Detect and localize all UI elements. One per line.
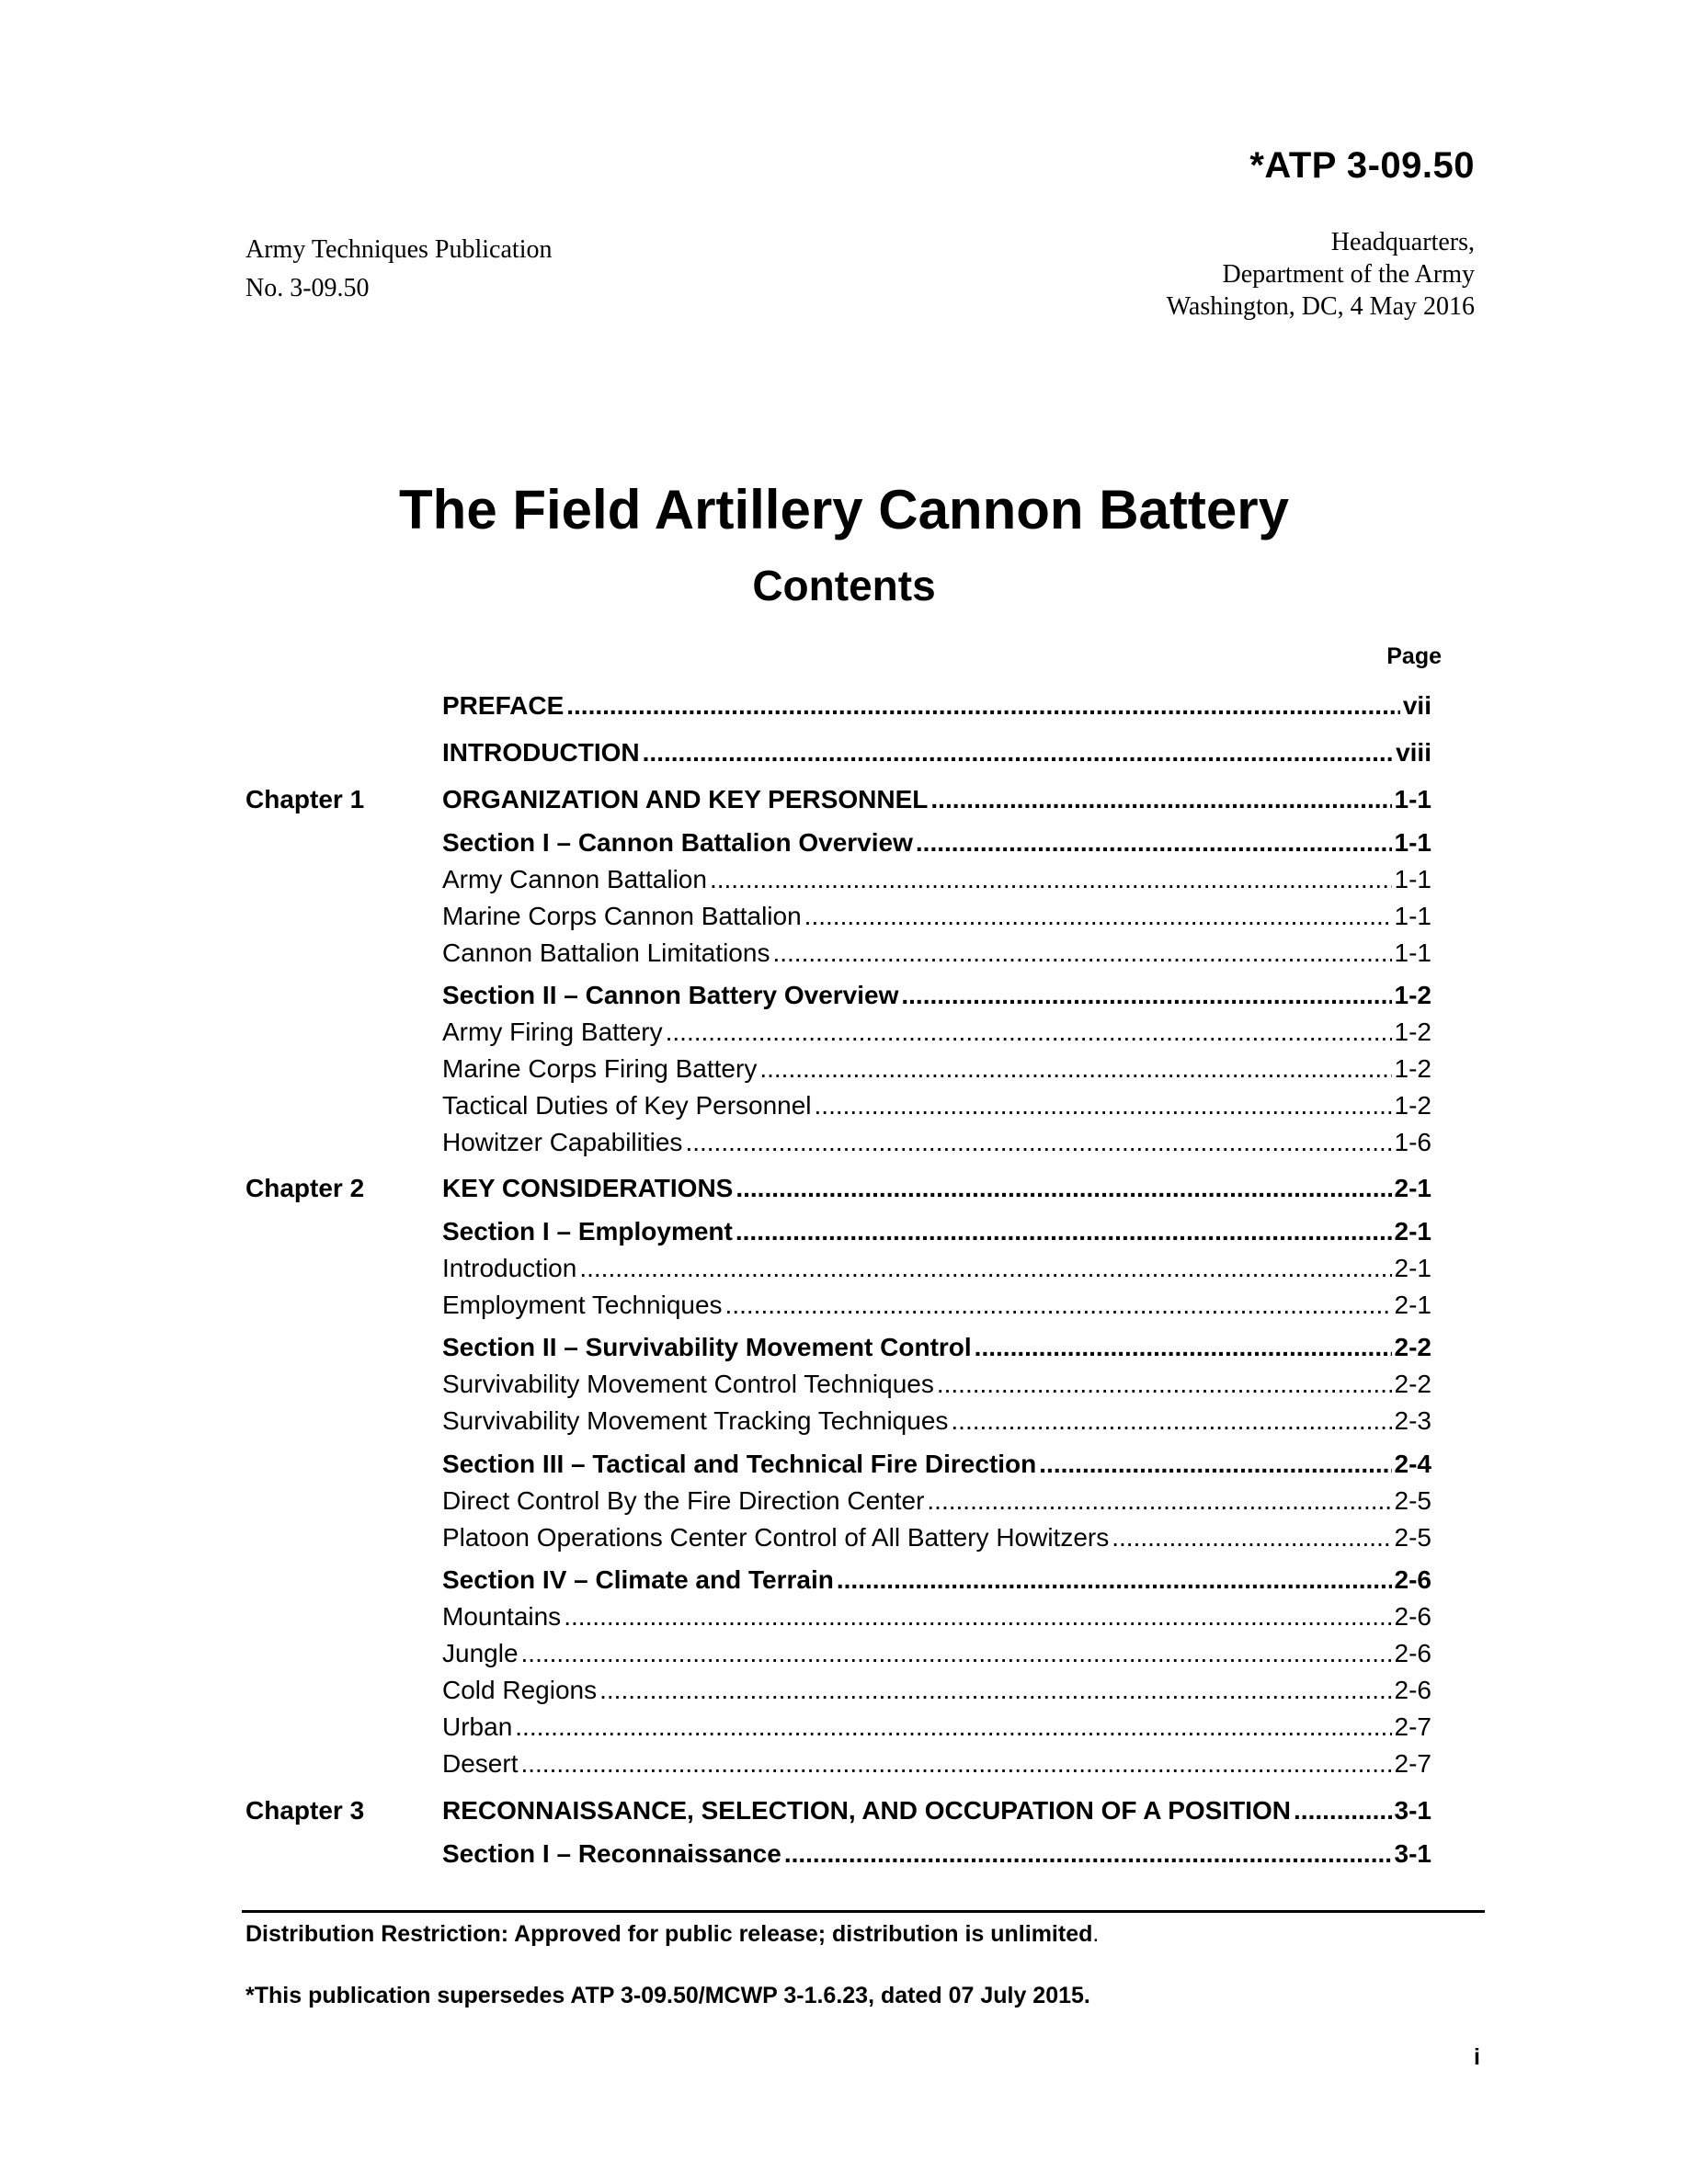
toc-dot-leader — [772, 936, 1391, 971]
toc-entry-title: Army Cannon Battalion — [442, 865, 707, 893]
toc-row[interactable] — [245, 1052, 1431, 1086]
toc-dot-leader — [520, 1746, 1391, 1781]
toc-dot-leader — [725, 1288, 1392, 1323]
toc-dot-leader — [927, 1484, 1391, 1519]
toc-page-number: 1-1 — [1394, 865, 1431, 893]
toc-row[interactable] — [245, 1367, 1431, 1402]
toc-row[interactable] — [245, 1171, 1431, 1206]
toc-page-number: 1-2 — [1394, 1054, 1431, 1083]
toc-entry — [442, 1484, 1431, 1519]
contents-heading: Contents — [752, 562, 936, 609]
toc-entry — [442, 978, 1431, 1013]
doc-code: *ATP 3-09.50 — [1249, 145, 1475, 186]
toc-entry-title: Direct Control By the Fire Direction Center — [442, 1486, 925, 1515]
page-number: i — [1474, 2044, 1480, 2070]
toc-entry — [442, 782, 1431, 817]
toc-entry-title: Survivability Movement Control Techniques — [442, 1370, 934, 1398]
toc-entry-title: RECONNAISSANCE, SELECTION, AND OCCUPATION OF A POSITION — [442, 1796, 1292, 1825]
toc-row[interactable] — [245, 978, 1431, 1013]
toc-page-number: 1-2 — [1394, 1091, 1431, 1120]
distribution-restriction — [245, 1921, 1099, 1948]
toc-entry — [442, 1367, 1431, 1402]
toc-entry-title: Desert — [442, 1749, 519, 1778]
toc-entry — [442, 1746, 1431, 1781]
toc-page-number: 2-5 — [1394, 1486, 1431, 1515]
toc-row[interactable] — [245, 1837, 1431, 1871]
toc-row[interactable] — [245, 1251, 1431, 1286]
toc-entry — [442, 1520, 1431, 1555]
toc-row[interactable] — [245, 1404, 1431, 1439]
toc-entry-title: Section III – Tactical and Technical Fire Direction — [442, 1450, 1037, 1478]
toc-entry — [442, 1636, 1431, 1671]
toc-row[interactable] — [245, 1793, 1431, 1828]
toc-row[interactable] — [245, 782, 1431, 817]
toc-page-number: 3-1 — [1394, 1839, 1431, 1868]
toc-page-number: viii — [1396, 738, 1431, 767]
toc-entry-title: INTRODUCTION — [442, 738, 640, 767]
toc-dot-leader — [930, 782, 1391, 817]
toc-row[interactable] — [245, 862, 1431, 897]
toc-entry-title: ORGANIZATION AND KEY PERSONNEL — [442, 785, 929, 813]
toc-entry — [442, 1330, 1431, 1365]
toc-entry-title: Howitzer Capabilities — [442, 1128, 683, 1156]
toc-page-number: 2-5 — [1394, 1523, 1431, 1552]
toc-row[interactable] — [245, 1088, 1431, 1123]
toc-dot-leader — [566, 688, 1400, 723]
toc-row[interactable] — [245, 1746, 1431, 1781]
toc-entry-title: Section I – Reconnaissance — [442, 1839, 781, 1868]
footer-divider — [242, 1910, 1485, 1913]
toc-dot-leader — [1294, 1793, 1392, 1828]
toc-entry-title: Army Firing Battery — [442, 1018, 663, 1046]
page-column-label: Page — [1386, 643, 1442, 669]
toc-dot-leader — [937, 1367, 1392, 1402]
toc-page-number: 2-2 — [1394, 1370, 1431, 1398]
toc-entry-title: Urban — [442, 1712, 513, 1741]
toc-row[interactable] — [245, 1015, 1431, 1050]
toc-row[interactable] — [245, 1710, 1431, 1745]
toc-entry — [442, 1710, 1431, 1745]
toc-page-number: 2-1 — [1394, 1174, 1431, 1202]
toc-dot-leader — [815, 1088, 1392, 1123]
toc-page-number: vii — [1402, 691, 1431, 720]
toc-entry — [442, 1015, 1431, 1050]
toc-entry — [442, 735, 1431, 770]
toc-dot-leader — [666, 1015, 1392, 1050]
toc-entry-title: Survivability Movement Tracking Techniques — [442, 1406, 949, 1435]
toc-page-number: 3-1 — [1394, 1796, 1431, 1825]
toc-entry-title: Tactical Duties of Key Personnel — [442, 1091, 812, 1120]
toc-page-number: 2-6 — [1394, 1676, 1431, 1704]
toc-row[interactable] — [245, 1330, 1431, 1365]
toc-dot-leader — [759, 1052, 1391, 1086]
toc-entry-title: Section I – Cannon Battalion Overview — [442, 828, 913, 857]
toc-entry — [442, 1599, 1431, 1634]
toc-page-number: 2-3 — [1394, 1406, 1431, 1435]
toc-dot-leader — [975, 1330, 1392, 1365]
toc-dot-leader — [599, 1673, 1391, 1708]
toc-dot-leader — [564, 1599, 1391, 1634]
authority-line-2: Department of the Army — [1222, 260, 1475, 289]
toc-row[interactable] — [245, 1214, 1431, 1249]
toc-page-number: 2-7 — [1394, 1749, 1431, 1778]
toc-entry — [442, 1052, 1431, 1086]
toc-dot-leader — [643, 735, 1393, 770]
toc-row[interactable] — [245, 1636, 1431, 1671]
toc-page-number: 2-6 — [1394, 1565, 1431, 1594]
toc-row[interactable] — [245, 1125, 1431, 1160]
toc-dot-leader — [515, 1710, 1391, 1745]
toc-chapter-label: Chapter 2 — [245, 1174, 365, 1202]
toc-dot-leader — [784, 1837, 1392, 1871]
toc-entry — [442, 1125, 1431, 1160]
toc-entry-title: Employment Techniques — [442, 1291, 723, 1319]
toc-entry-title: Marine Corps Firing Battery — [442, 1054, 758, 1083]
toc-page-number: 2-4 — [1394, 1450, 1431, 1478]
toc-entry — [442, 825, 1431, 860]
toc-page-number: 2-1 — [1394, 1254, 1431, 1282]
toc-row[interactable] — [245, 1520, 1431, 1555]
toc-row[interactable] — [245, 1288, 1431, 1323]
toc-dot-leader — [736, 1214, 1392, 1249]
toc-entry-title: PREFACE — [442, 691, 565, 720]
toc-dot-leader — [901, 978, 1391, 1013]
toc-page-number: 1-1 — [1394, 785, 1431, 813]
toc-page-number: 2-1 — [1394, 1217, 1431, 1246]
toc-dot-leader — [521, 1636, 1392, 1671]
supersedes-notice: *This publication supersedes ATP 3-09.50/MCWP 3-1.6.23, dated 07 July 2015. — [245, 1983, 1090, 2008]
toc-entry — [442, 1404, 1431, 1439]
toc-entry — [442, 862, 1431, 897]
toc-entry — [442, 1447, 1431, 1482]
toc-dot-leader — [804, 899, 1392, 934]
authority-line-1: Headquarters, — [1330, 228, 1475, 256]
distribution-period: . — [1092, 1921, 1100, 1947]
toc-entry-title: Mountains — [442, 1602, 562, 1631]
toc-dot-leader — [916, 825, 1392, 860]
toc-row[interactable] — [245, 1673, 1431, 1708]
toc-page-number: 1-6 — [1394, 1128, 1431, 1156]
toc-page-number: 1-2 — [1394, 981, 1431, 1009]
toc-entry — [442, 1288, 1431, 1323]
toc-entry — [442, 1837, 1431, 1871]
authority-line-3: Washington, DC, 4 May 2016 — [1166, 292, 1475, 321]
toc-dot-leader — [685, 1125, 1391, 1160]
toc-page-number: 2-6 — [1394, 1602, 1431, 1631]
toc-entry — [442, 1214, 1431, 1249]
toc-entry-title: Cannon Battalion Limitations — [442, 938, 770, 967]
toc-entry — [442, 1251, 1431, 1286]
toc-row[interactable] — [245, 825, 1431, 860]
toc-row[interactable] — [245, 688, 1431, 723]
toc-chapter-label: Chapter 1 — [245, 785, 365, 813]
toc-entry-title: Platoon Operations Center Control of All Battery Howitzers — [442, 1523, 1110, 1552]
toc-page-number: 2-2 — [1394, 1333, 1431, 1361]
toc-row[interactable] — [245, 1447, 1431, 1482]
toc-dot-leader — [1039, 1447, 1391, 1482]
toc-dot-leader — [837, 1563, 1392, 1598]
toc-entry-title: Section IV – Climate and Terrain — [442, 1565, 834, 1594]
toc-row[interactable] — [245, 1563, 1431, 1598]
toc-entry-title: Introduction — [442, 1254, 577, 1282]
toc-row[interactable] — [245, 899, 1431, 934]
toc-dot-leader — [951, 1404, 1391, 1439]
toc-entry-title: Section II – Cannon Battery Overview — [442, 981, 899, 1009]
toc-dot-leader — [736, 1171, 1391, 1206]
document-title: The Field Artillery Cannon Battery — [399, 479, 1289, 540]
toc-entry-title: Jungle — [442, 1639, 519, 1667]
toc-page-number: 2-1 — [1394, 1291, 1431, 1319]
toc-page-number: 1-1 — [1394, 828, 1431, 857]
toc-page-number: 1-1 — [1394, 902, 1431, 930]
toc-page-number: 2-7 — [1394, 1712, 1431, 1741]
toc-row[interactable] — [245, 1484, 1431, 1519]
toc-chapter-label: Chapter 3 — [245, 1796, 365, 1825]
publication-type: Army Techniques Publication — [245, 235, 553, 264]
toc-row[interactable] — [245, 936, 1431, 971]
toc-entry — [442, 1673, 1431, 1708]
toc-page-number: 1-1 — [1394, 938, 1431, 967]
toc-entry-title: Marine Corps Cannon Battalion — [442, 902, 802, 930]
toc-row[interactable] — [245, 1599, 1431, 1634]
toc-entry — [442, 1793, 1431, 1828]
toc-entry-title: Cold Regions — [442, 1676, 598, 1704]
toc-entry-title: KEY CONSIDERATIONS — [442, 1174, 734, 1202]
distribution-text: Distribution Restriction: Approved for public release; distribution is unlimited — [245, 1921, 1093, 1947]
toc-entry — [442, 1088, 1431, 1123]
toc-row[interactable] — [245, 735, 1431, 770]
toc-page-number: 1-2 — [1394, 1018, 1431, 1046]
toc-dot-leader — [579, 1251, 1391, 1286]
toc-entry — [442, 1563, 1431, 1598]
toc-entry-title: Section I – Employment — [442, 1217, 733, 1246]
toc-entry — [442, 688, 1431, 723]
toc-entry — [442, 899, 1431, 934]
toc-dot-leader — [710, 862, 1392, 897]
publication-number: No. 3-09.50 — [245, 274, 370, 302]
toc-entry — [442, 1171, 1431, 1206]
toc-entry — [442, 936, 1431, 971]
toc-page-number: 2-6 — [1394, 1639, 1431, 1667]
toc-entry-title: Section II – Survivability Movement Control — [442, 1333, 972, 1361]
toc-dot-leader — [1112, 1520, 1391, 1555]
